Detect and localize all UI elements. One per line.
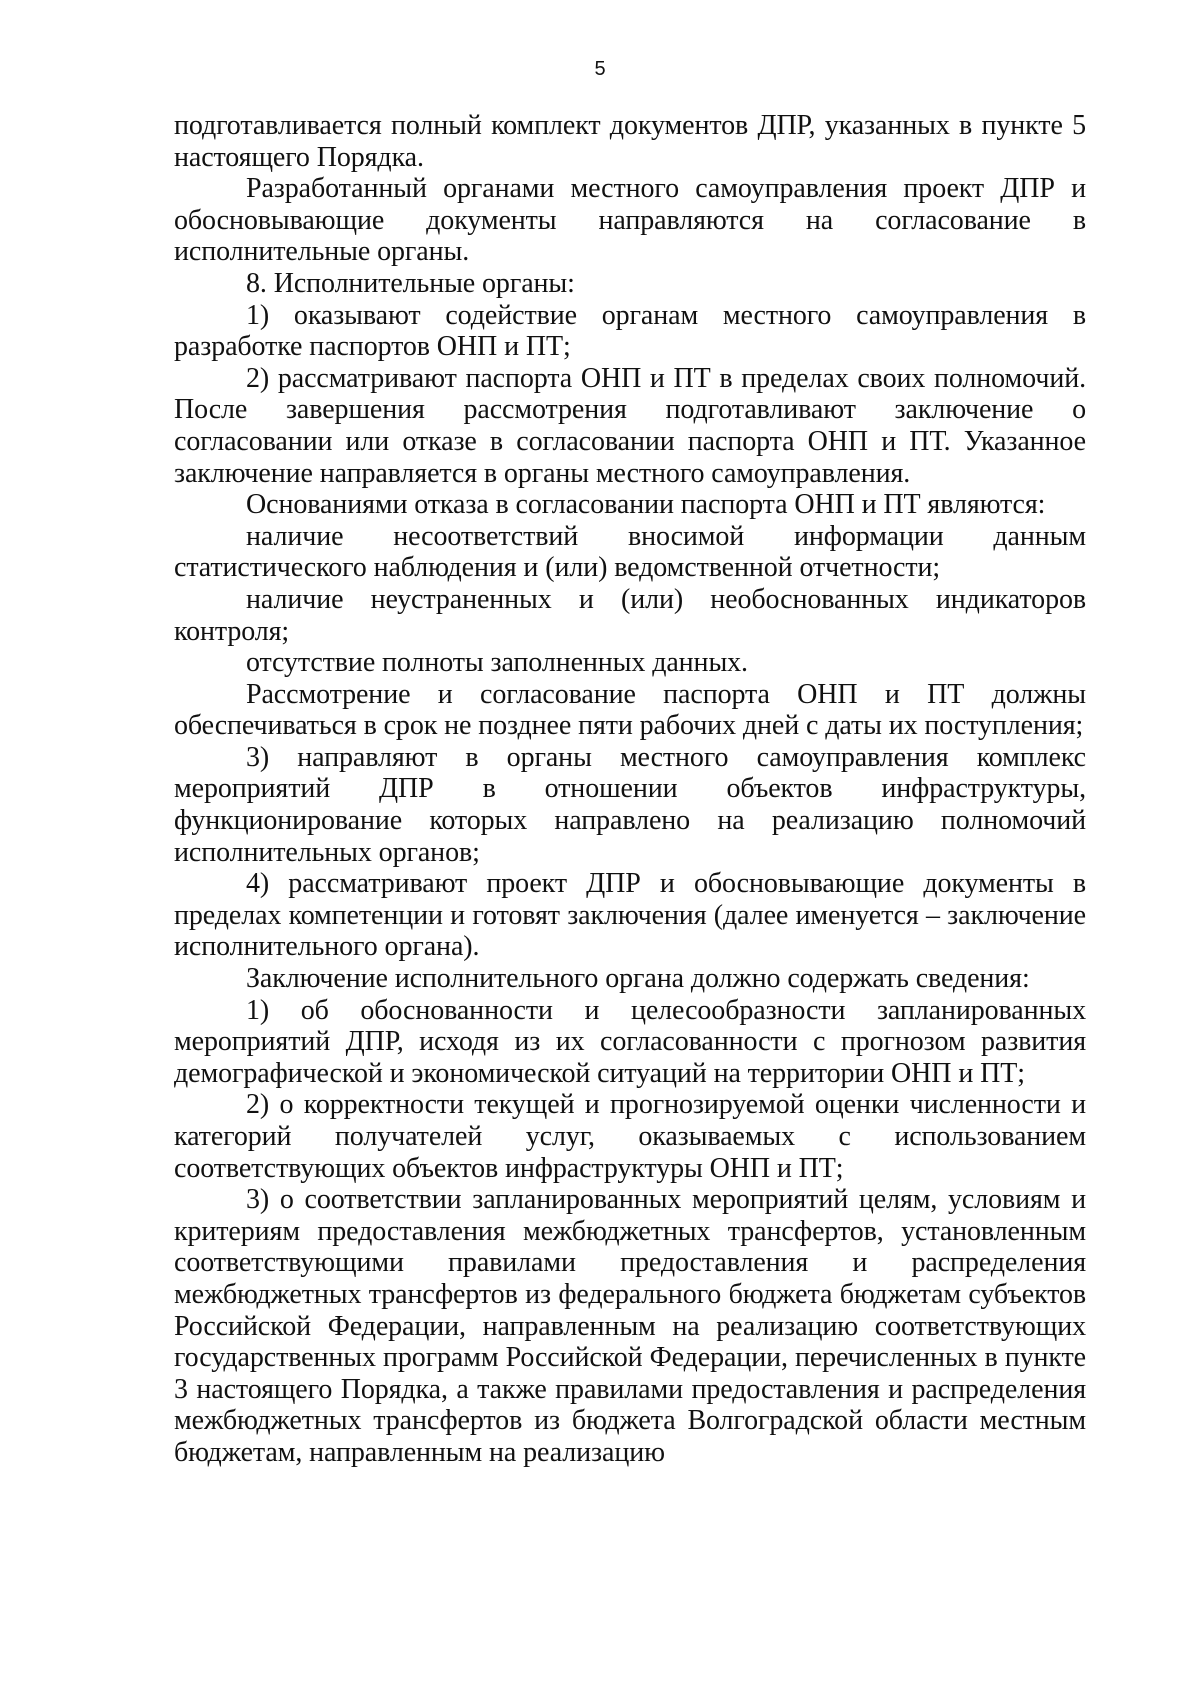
paragraph-project-submission: Разработанный органами местного самоуправления проект ДПР и обосновывающие документы направляются на согласование в исполнительные органы. bbox=[174, 173, 1086, 268]
list-item-3: 3) направляют в органы местного самоуправления комплекс мероприятий ДПР в отношении объектов инфраструктуры, функционирование которых направлено на реализацию полномочий исполнительных органов; bbox=[174, 741, 1086, 868]
conclusion-item-2: 2) о корректности текущей и прогнозируемой оценки численности и категорий получателей услуг, оказываемых с использованием соответствующих объектов инфраструктуры ОНП и ПТ; bbox=[174, 1089, 1086, 1184]
paragraph-continuation: подготавливается полный комплект документов ДПР, указанных в пункте 5 настоящего Порядка. bbox=[174, 110, 1086, 173]
section-heading-item-8: 8. Исполнительные органы: bbox=[246, 267, 575, 299]
refusal-ground-2: наличие неустраненных и (или) необоснованных индикаторов контроля; bbox=[174, 583, 1086, 647]
refusal-ground-1: наличие несоответствий вносимой информации данным статистического наблюдения и (или) ведомственной отчетности; bbox=[174, 520, 1086, 584]
document-body bbox=[174, 110, 1086, 1469]
list-item-4: 4) рассматривают проект ДПР и обосновывающие документы в пределах компетенции и готовят заключения (далее именуется – заключение исполнительного органа). bbox=[174, 868, 1086, 963]
conclusion-item-3: 3) о соответствии запланированных мероприятий целям, условиям и критериям предоставления межбюджетных трансфертов, установленным соответствующими правилами предоставления и распределения межбюджетных трансфертов из федерального бюджета бюджетам субъектов Российской Федерации, направленным на реализацию соответствующих государственных программ Российской Федерации, перечисленных в пункте 3 настоящего Порядка, а также правилами предоставления и распределения межбюджетных трансфертов из бюджета Волгоградской области местным бюджетам, направленным на реализацию bbox=[174, 1184, 1086, 1468]
paragraph-refusal-grounds: Основаниями отказа в согласовании паспорта ОНП и ПТ являются: bbox=[246, 489, 1046, 521]
list-item-2: 2) рассматривают паспорта ОНП и ПТ в пределах своих полномочий. После завершения рассмотрения подготавливают заключение о согласовании или отказе в согласовании паспорта ОНП и ПТ. Указанное заключение направляется в органы местного самоуправления. bbox=[174, 362, 1086, 489]
list-item-1: 1) оказывают содействие органам местного самоуправления в разработке паспортов ОНП и ПТ; bbox=[174, 299, 1086, 363]
paragraph-review-deadline: Рассмотрение и согласование паспорта ОНП и ПТ должны обеспечиваться в срок не позднее пяти рабочих дней с даты их поступления; bbox=[174, 678, 1086, 742]
page-number: 5 bbox=[594, 58, 606, 80]
paragraph-conclusion-contents: Заключение исполнительного органа должно содержать сведения: bbox=[246, 963, 1030, 995]
refusal-ground-3: отсутствие полноты заполненных данных. bbox=[246, 647, 748, 679]
conclusion-item-1: 1) об обоснованности и целесообразности запланированных мероприятий ДПР, исходя из их согласованности с прогнозом развития демографической и экономической ситуаций на территории ОНП и ПТ; bbox=[174, 994, 1086, 1089]
